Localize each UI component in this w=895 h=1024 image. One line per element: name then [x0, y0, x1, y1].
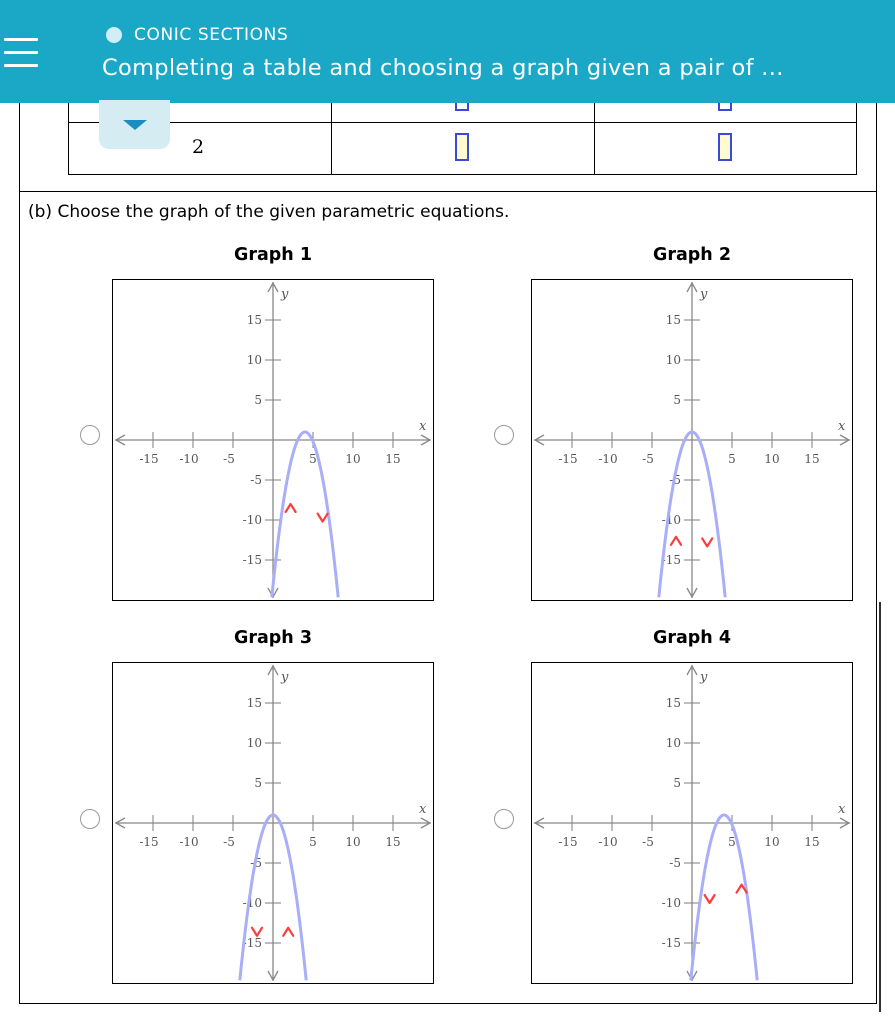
y-tick-label: -15	[661, 936, 681, 950]
y-tick-label: 15	[665, 696, 681, 710]
y-tick-label: 10	[246, 736, 262, 750]
x-answer-input[interactable]	[455, 133, 469, 161]
y-tick-label: -5	[250, 856, 262, 870]
x-tick-label: -15	[558, 835, 578, 849]
x-axis-label: x	[419, 802, 427, 817]
y-tick-label: 15	[665, 313, 681, 327]
direction-arrow	[252, 928, 262, 936]
y-tick-label: -10	[242, 896, 262, 910]
y-axis-label: y	[281, 670, 289, 685]
graph-4-svg	[532, 663, 852, 983]
y-tick-label: -10	[242, 513, 262, 527]
y-tick-label: -10	[661, 896, 681, 910]
graph-2-svg	[532, 280, 852, 600]
t-value-cell: 2	[192, 136, 205, 158]
x-tick-label: 15	[385, 835, 401, 849]
x-tick-label: 15	[804, 835, 820, 849]
graph-2-plot[interactable]	[531, 279, 853, 601]
graph-1-radio[interactable]	[80, 425, 100, 445]
graph-1-title: Graph 1	[233, 245, 313, 265]
x-tick-label: 5	[309, 835, 317, 849]
x-tick-label: -10	[598, 452, 618, 466]
app-header	[0, 0, 895, 103]
table-border-right	[856, 103, 857, 175]
y-tick-label: -5	[250, 473, 262, 487]
x-axis-label: x	[419, 419, 427, 434]
direction-arrow	[671, 537, 681, 545]
x-tick-label: 10	[764, 452, 780, 466]
menu-icon[interactable]	[0, 38, 40, 68]
x-tick-label: -10	[598, 835, 618, 849]
direction-arrow	[286, 504, 296, 512]
x-tick-label: 5	[309, 452, 317, 466]
y-tick-label: 10	[246, 353, 262, 367]
x-answer-input-prev[interactable]	[455, 103, 469, 111]
x-tick-label: -15	[139, 835, 159, 849]
y-tick-label: 15	[246, 696, 262, 710]
table-row-divider	[68, 122, 857, 123]
x-tick-label: 15	[804, 452, 820, 466]
chevron-down-icon	[123, 120, 147, 130]
y-tick-label: 10	[665, 736, 681, 750]
x-tick-label: -10	[179, 452, 199, 466]
y-tick-label: 5	[254, 776, 262, 790]
graph-2-radio[interactable]	[494, 425, 514, 445]
direction-arrow	[318, 514, 328, 522]
x-tick-label: -5	[223, 835, 235, 849]
x-tick-label: 5	[728, 452, 736, 466]
direction-arrow	[702, 538, 712, 546]
y-tick-label: 5	[673, 776, 681, 790]
y-axis-label: y	[700, 287, 708, 302]
y-tick-label: -15	[661, 553, 681, 567]
section-divider	[19, 191, 877, 192]
x-tick-label: -5	[642, 452, 654, 466]
graph-3-radio[interactable]	[80, 809, 100, 829]
graph-3-title: Graph 3	[233, 628, 313, 648]
graph-3-plot[interactable]	[112, 662, 434, 984]
y-tick-label: -15	[242, 936, 262, 950]
y-tick-label: -5	[669, 856, 681, 870]
direction-arrow	[705, 895, 715, 903]
direction-arrow	[283, 928, 293, 936]
graph-4-plot[interactable]	[531, 662, 853, 984]
y-answer-input-prev[interactable]	[718, 103, 732, 111]
y-tick-label: -5	[669, 473, 681, 487]
x-axis-label: x	[838, 802, 846, 817]
parametric-curve	[691, 815, 757, 980]
table-border	[331, 103, 332, 175]
y-tick-label: 5	[254, 393, 262, 407]
y-answer-input[interactable]	[718, 133, 732, 161]
x-tick-label: 10	[764, 835, 780, 849]
x-tick-label: -5	[642, 835, 654, 849]
table-border	[594, 103, 595, 175]
y-tick-label: 5	[673, 393, 681, 407]
x-tick-label: 10	[345, 452, 361, 466]
y-tick-label: 15	[246, 313, 262, 327]
part-b-prompt: (b) Choose the graph of the given parametric equations.	[28, 202, 510, 222]
section-label: CONIC SECTIONS	[134, 25, 289, 45]
graph-1-plot[interactable]	[112, 279, 434, 601]
x-tick-label: 10	[345, 835, 361, 849]
x-tick-label: -15	[558, 452, 578, 466]
scrollbar[interactable]	[879, 602, 881, 1012]
table-border-bottom	[68, 174, 857, 175]
page-title: Completing a table and choosing a graph given a pair of ...	[102, 55, 784, 81]
x-tick-label: -10	[179, 835, 199, 849]
collapse-header-button[interactable]	[99, 100, 170, 149]
graph-1-svg	[113, 280, 433, 600]
graph-3-svg	[113, 663, 433, 983]
graph-4-radio[interactable]	[494, 809, 514, 829]
graph-2-title: Graph 2	[652, 245, 732, 265]
section-status-icon	[106, 27, 122, 43]
x-tick-label: 15	[385, 452, 401, 466]
x-axis-label: x	[838, 419, 846, 434]
graph-4-title: Graph 4	[652, 628, 732, 648]
y-axis-label: y	[700, 670, 708, 685]
y-tick-label: -15	[242, 553, 262, 567]
y-tick-label: 10	[665, 353, 681, 367]
x-tick-label: 5	[728, 835, 736, 849]
table-border-left	[68, 103, 69, 175]
y-axis-label: y	[281, 287, 289, 302]
x-tick-label: -15	[139, 452, 159, 466]
y-tick-label: -10	[661, 513, 681, 527]
x-tick-label: -5	[223, 452, 235, 466]
